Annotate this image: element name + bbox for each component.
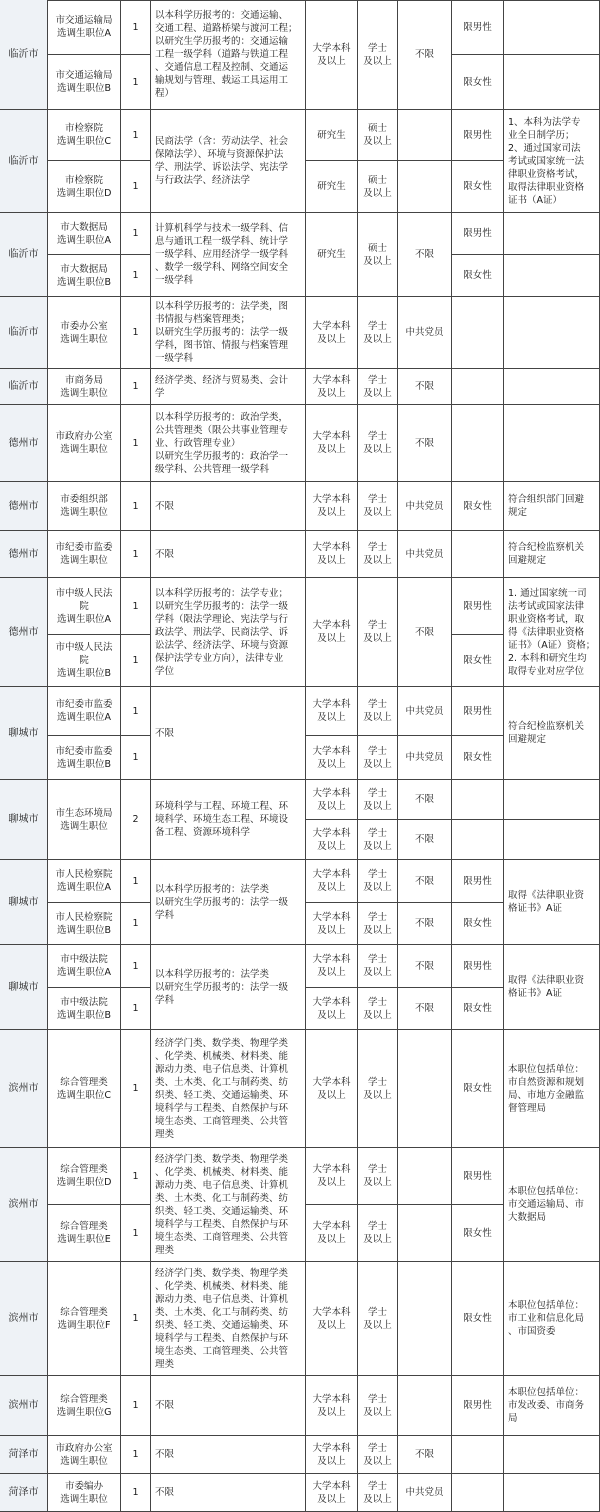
empty-cell [452,1436,504,1474]
major-cell: 以本科学历报考的：法学专业； 以研究生学历报考的：法学一级 学科（限法学理论、宪法学与行 政法学、刑法学、民商法学、诉 讼法学、经济法学、环境与资源 保护法学专业方向），法律专业 学位 [151,578,306,687]
political-cell: 不限 [398,405,452,482]
gender-cell: 限女性 [452,482,504,531]
city-cell: 临沂市 [0,110,48,213]
degree-cell: 学士 及以上 [358,578,398,687]
position-cell: 市中级人民法 院 选调生职位A [48,578,121,635]
gender-cell: 限男性 [452,687,504,736]
empty-cell [504,820,600,860]
gender-cell: 限男性 [452,578,504,635]
count-cell: 1 [121,213,151,255]
edu-cell: 大学本科 及以上 [306,1262,358,1376]
political-cell: 中共党员 [398,531,452,578]
count-cell: 1 [121,405,151,482]
empty-cell [398,161,452,213]
position-cell: 市中级人民法 院 选调生职位B [48,635,121,687]
position-cell: 市商务局 选调生职位 [48,369,121,405]
count-cell: 2 [121,780,151,860]
gender-cell: 限女性 [452,161,504,213]
empty-cell [398,1376,452,1436]
edu-cell: 大学本科 及以上 [306,405,358,482]
edu-cell: 大学本科 及以上 [306,1205,358,1262]
degree-cell: 学士 及以上 [358,820,398,860]
political-cell: 中共党员 [398,736,452,780]
empty-cell [398,1030,452,1148]
empty-cell [452,405,504,482]
political-cell: 不限 [398,860,452,903]
gender-cell: 限女性 [452,55,504,110]
position-cell: 综合管理类 选调生职位G [48,1376,121,1436]
political-cell: 中共党员 [398,687,452,736]
position-cell: 市政府办公室 选调生职位 [48,1436,121,1474]
position-cell: 市交通运输局 选调生职位A [48,0,121,55]
notes-cell: 本职位包括单位： 市发改委、市商务 局 [504,1376,600,1436]
edu-cell: 大学本科 及以上 [306,1436,358,1474]
edu-cell: 大学本科 及以上 [306,482,358,531]
major-cell: 经济学类、经济与贸易类、会计 学 [151,369,306,405]
empty-cell [504,369,600,405]
empty-cell [504,297,600,369]
city-cell: 聊城市 [0,945,48,1030]
count-cell: 1 [121,297,151,369]
empty-cell [504,0,600,55]
gender-cell: 限女性 [452,1262,504,1376]
notes-cell: 1. 通过国家统一司 法考试或国家法律 职业资格考试，取 得《法律职业资格 证书》（A证）资格； 2. 本科和研究生均 取得专业对应学位 [504,578,600,687]
count-cell: 1 [121,55,151,110]
position-cell: 市委编办 选调生职位 [48,1474,121,1512]
major-cell: 以本科学历报考的：法学类 以研究生学历报考的：法学一级 学科 [151,860,306,945]
degree-cell: 学士 及以上 [358,903,398,945]
empty-cell [398,110,452,161]
edu-cell: 大学本科 及以上 [306,903,358,945]
count-cell: 1 [121,945,151,988]
position-cell: 市检察院 选调生职位D [48,161,121,213]
position-cell: 市交通运输局 选调生职位B [48,55,121,110]
empty-cell [504,780,600,820]
empty-cell [504,1436,600,1474]
major-cell: 不限 [151,1436,306,1474]
empty-cell [452,820,504,860]
count-cell: 1 [121,161,151,213]
degree-cell: 学士 及以上 [358,1205,398,1262]
degree-cell: 学士 及以上 [358,945,398,988]
position-cell: 市纪委市监委 选调生职位B [48,736,121,780]
count-cell: 1 [121,110,151,161]
degree-cell: 学士 及以上 [358,1474,398,1512]
empty-cell [452,1474,504,1512]
position-cell: 综合管理类 选调生职位C [48,1030,121,1148]
city-cell: 德州市 [0,482,48,531]
empty-cell [398,1262,452,1376]
edu-cell: 大学本科 及以上 [306,369,358,405]
degree-cell: 学士 及以上 [358,405,398,482]
position-cell: 市纪委市监委 选调生职位 [48,531,121,578]
count-cell: 1 [121,1376,151,1436]
empty-cell [398,1205,452,1262]
notes-cell: 符合纪检监察机关 回避规定 [504,531,600,578]
major-cell: 不限 [151,1474,306,1512]
degree-cell: 学士 及以上 [358,369,398,405]
gender-cell: 限男性 [452,0,504,55]
edu-cell: 大学本科 及以上 [306,736,358,780]
edu-cell: 研究生 [306,213,358,297]
empty-cell [504,55,600,110]
position-cell: 综合管理类 选调生职位F [48,1262,121,1376]
gender-cell: 限男性 [452,110,504,161]
count-cell: 1 [121,736,151,780]
notes-cell: 符合纪检监察机关 回避规定 [504,687,600,780]
gender-cell: 限男性 [452,945,504,988]
city-cell: 临沂市 [0,297,48,369]
city-cell: 德州市 [0,531,48,578]
political-cell: 中共党员 [398,482,452,531]
edu-cell: 大学本科 及以上 [306,1030,358,1148]
major-cell: 不限 [151,531,306,578]
gender-cell: 限女性 [452,255,504,297]
position-cell: 市生态环境局 选调生职位 [48,780,121,860]
count-cell: 1 [121,1205,151,1262]
major-cell: 计算机科学与技术一级学科、信 息与通讯工程一级学科、统计学 一级学科、应用经济学一级学科 、数学一级学科、网络空间安全 一级学科 [151,213,306,297]
major-cell: 不限 [151,1376,306,1436]
city-cell: 临沂市 [0,213,48,297]
count-cell: 1 [121,903,151,945]
edu-cell: 大学本科 及以上 [306,297,358,369]
city-cell: 聊城市 [0,860,48,945]
degree-cell: 学士 及以上 [358,0,398,110]
degree-cell: 学士 及以上 [358,1376,398,1436]
degree-cell: 学士 及以上 [358,1030,398,1148]
edu-cell: 大学本科 及以上 [306,860,358,903]
notes-cell: 取得《法律职业资 格证书》A证 [504,945,600,1030]
major-cell: 经济学门类、数学类、物理学类 、化学类、机械类、材料类、能 源动力类、电子信息类、计算机 类、土木类、化工与制药类、纺 织类、轻工类、交通运输类、环 境科学与工程类、自然保护与环 境生态类、工商管理类、公共管 理类 [151,1030,306,1148]
city-cell: 菏泽市 [0,1474,48,1512]
empty-cell [398,1148,452,1205]
edu-cell: 大学本科 及以上 [306,780,358,820]
gender-cell: 限女性 [452,1030,504,1148]
political-cell: 不限 [398,369,452,405]
count-cell: 1 [121,635,151,687]
position-cell: 市检察院 选调生职位C [48,110,121,161]
edu-cell: 大学本科 及以上 [306,1376,358,1436]
political-cell: 不限 [398,0,452,110]
edu-cell: 大学本科 及以上 [306,820,358,860]
degree-cell: 学士 及以上 [358,736,398,780]
count-cell: 1 [121,988,151,1030]
political-cell: 不限 [398,820,452,860]
notes-cell: 取得《法律职业资 格证书》A证 [504,860,600,945]
empty-cell [452,531,504,578]
empty-cell [504,213,600,255]
degree-cell: 学士 及以上 [358,780,398,820]
degree-cell: 学士 及以上 [358,1262,398,1376]
degree-cell: 学士 及以上 [358,531,398,578]
political-cell: 不限 [398,1436,452,1474]
notes-cell: 本职位包括单位： 市自然资源和规划 局、市地方金融监 督管理局 [504,1030,600,1148]
city-cell: 德州市 [0,578,48,687]
degree-cell: 硕士 及以上 [358,213,398,297]
major-cell: 以本科学历报考的：法学类，图 书情报与档案管理类； 以研究生学历报考的：法学一级 学科，图书馆、情报与档案管理 一级学科 [151,297,306,369]
edu-cell: 大学本科 及以上 [306,687,358,736]
count-cell: 1 [121,531,151,578]
position-cell: 市中级法院 选调生职位B [48,988,121,1030]
empty-cell [452,297,504,369]
major-cell: 经济学门类、数学类、物理学类 、化学类、机械类、材料类、能 源动力类、电子信息类、计算机 类、土木类、化工与制药类、纺 织类、轻工类、交通运输类、环 境科学与工程类、自然保护与环 境生态类、工商管理类、公共管 理类 [151,1262,306,1376]
notes-cell: 本职位包括单位： 市交通运输局、市 大数据局 [504,1148,600,1262]
major-cell: 经济学门类、数学类、物理学类 、化学类、机械类、材料类、能 源动力类、电子信息类、计算机 类、土木类、化工与制药类、纺 织类、轻工类、交通运输类、环 境科学与工程类、自然保护与环 境生态类、工商管理类、公共管 理类 [151,1148,306,1262]
gender-cell: 限女性 [452,903,504,945]
edu-cell: 大学本科 及以上 [306,988,358,1030]
count-cell: 1 [121,482,151,531]
political-cell: 中共党员 [398,1474,452,1512]
major-cell: 不限 [151,687,306,780]
political-cell: 中共党员 [398,297,452,369]
position-cell: 市人民检察院 选调生职位B [48,903,121,945]
count-cell: 1 [121,860,151,903]
position-cell: 市大数据局 选调生职位A [48,213,121,255]
notes-cell: 符合组织部门回避 规定 [504,482,600,531]
degree-cell: 硕士 及以上 [358,110,398,161]
edu-cell: 研究生 [306,110,358,161]
edu-cell: 大学本科 及以上 [306,578,358,687]
major-cell: 以本科学历报考的：交通运输、 交通工程、道路桥梁与渡河工程； 以研究生学历报考的：交通运输 工程一级学科（道路与铁道工程 、交通信息工程及控制、交通运 输规划与管理、载运工具运用工 程） [151,0,306,110]
gender-cell: 限男性 [452,1148,504,1205]
gender-cell: 限女性 [452,1205,504,1262]
gender-cell: 限女性 [452,736,504,780]
political-cell: 不限 [398,988,452,1030]
political-cell: 不限 [398,780,452,820]
empty-cell [452,780,504,820]
gender-cell: 限女性 [452,635,504,687]
count-cell: 1 [121,255,151,297]
city-cell: 临沂市 [0,0,48,110]
city-cell: 聊城市 [0,687,48,780]
degree-cell: 学士 及以上 [358,482,398,531]
political-cell: 不限 [398,945,452,988]
major-cell: 不限 [151,482,306,531]
political-cell: 不限 [398,578,452,687]
count-cell: 1 [121,369,151,405]
gender-cell: 限男性 [452,213,504,255]
political-cell: 不限 [398,903,452,945]
count-cell: 1 [121,1474,151,1512]
degree-cell: 学士 及以上 [358,1436,398,1474]
gender-cell: 限男性 [452,1376,504,1436]
position-cell: 综合管理类 选调生职位E [48,1205,121,1262]
position-cell: 市人民检察院 选调生职位A [48,860,121,903]
gender-cell: 限女性 [452,988,504,1030]
count-cell: 1 [121,578,151,635]
position-cell: 市委办公室 选调生职位 [48,297,121,369]
city-cell: 滨州市 [0,1376,48,1436]
city-cell: 临沂市 [0,369,48,405]
degree-cell: 学士 及以上 [358,1148,398,1205]
major-cell: 以本科学历报考的：法学类 以研究生学历报考的：法学一级 学科 [151,945,306,1030]
major-cell: 以本科学历报考的：政治学类， 公共管理类（限公共事业管理专 业、行政管理专业） 以研究生学历报考的：政治学一 级学科、公共管理一级学科 [151,405,306,482]
city-cell: 滨州市 [0,1030,48,1148]
count-cell: 1 [121,1436,151,1474]
degree-cell: 学士 及以上 [358,687,398,736]
count-cell: 1 [121,1262,151,1376]
empty-cell [504,255,600,297]
degree-cell: 学士 及以上 [358,988,398,1030]
count-cell: 1 [121,687,151,736]
position-cell: 市委组织部 选调生职位 [48,482,121,531]
position-cell: 市中级法院 选调生职位A [48,945,121,988]
count-cell: 1 [121,1030,151,1148]
empty-cell [452,369,504,405]
degree-cell: 学士 及以上 [358,860,398,903]
count-cell: 1 [121,1148,151,1205]
major-cell: 环境科学与工程、环境工程、环 境科学、环境生态工程、环境设 备工程、资源环境科学 [151,780,306,860]
edu-cell: 研究生 [306,161,358,213]
city-cell: 菏泽市 [0,1436,48,1474]
city-cell: 聊城市 [0,780,48,860]
position-cell: 综合管理类 选调生职位D [48,1148,121,1205]
major-cell: 民商法学（含：劳动法学、社会 保障法学）、环境与资源保护法 学、刑法学、诉讼法学、宪法学 与行政法学、经济法学 [151,110,306,213]
gender-cell: 限男性 [452,860,504,903]
edu-cell: 大学本科 及以上 [306,531,358,578]
position-cell: 市政府办公室 选调生职位 [48,405,121,482]
position-cell: 市大数据局 选调生职位B [48,255,121,297]
political-cell: 不限 [398,213,452,297]
degree-cell: 学士 及以上 [358,297,398,369]
count-cell: 1 [121,0,151,55]
edu-cell: 大学本科 及以上 [306,0,358,110]
edu-cell: 大学本科 及以上 [306,1474,358,1512]
notes-cell: 1、本科为法学专 业全日制学历； 2、通过国家司法 考试或国家统一法 律职业资格考试， 取得法律职业资格 证书（A证） [504,110,600,213]
city-cell: 滨州市 [0,1148,48,1262]
city-cell: 德州市 [0,405,48,482]
edu-cell: 大学本科 及以上 [306,1148,358,1205]
edu-cell: 大学本科 及以上 [306,945,358,988]
notes-cell: 本职位包括单位： 市工业和信息化局 、市国资委 [504,1262,600,1376]
empty-cell [504,405,600,482]
degree-cell: 硕士 及以上 [358,161,398,213]
city-cell: 滨州市 [0,1262,48,1376]
empty-cell [504,1474,600,1512]
position-cell: 市纪委市监委 选调生职位A [48,687,121,736]
